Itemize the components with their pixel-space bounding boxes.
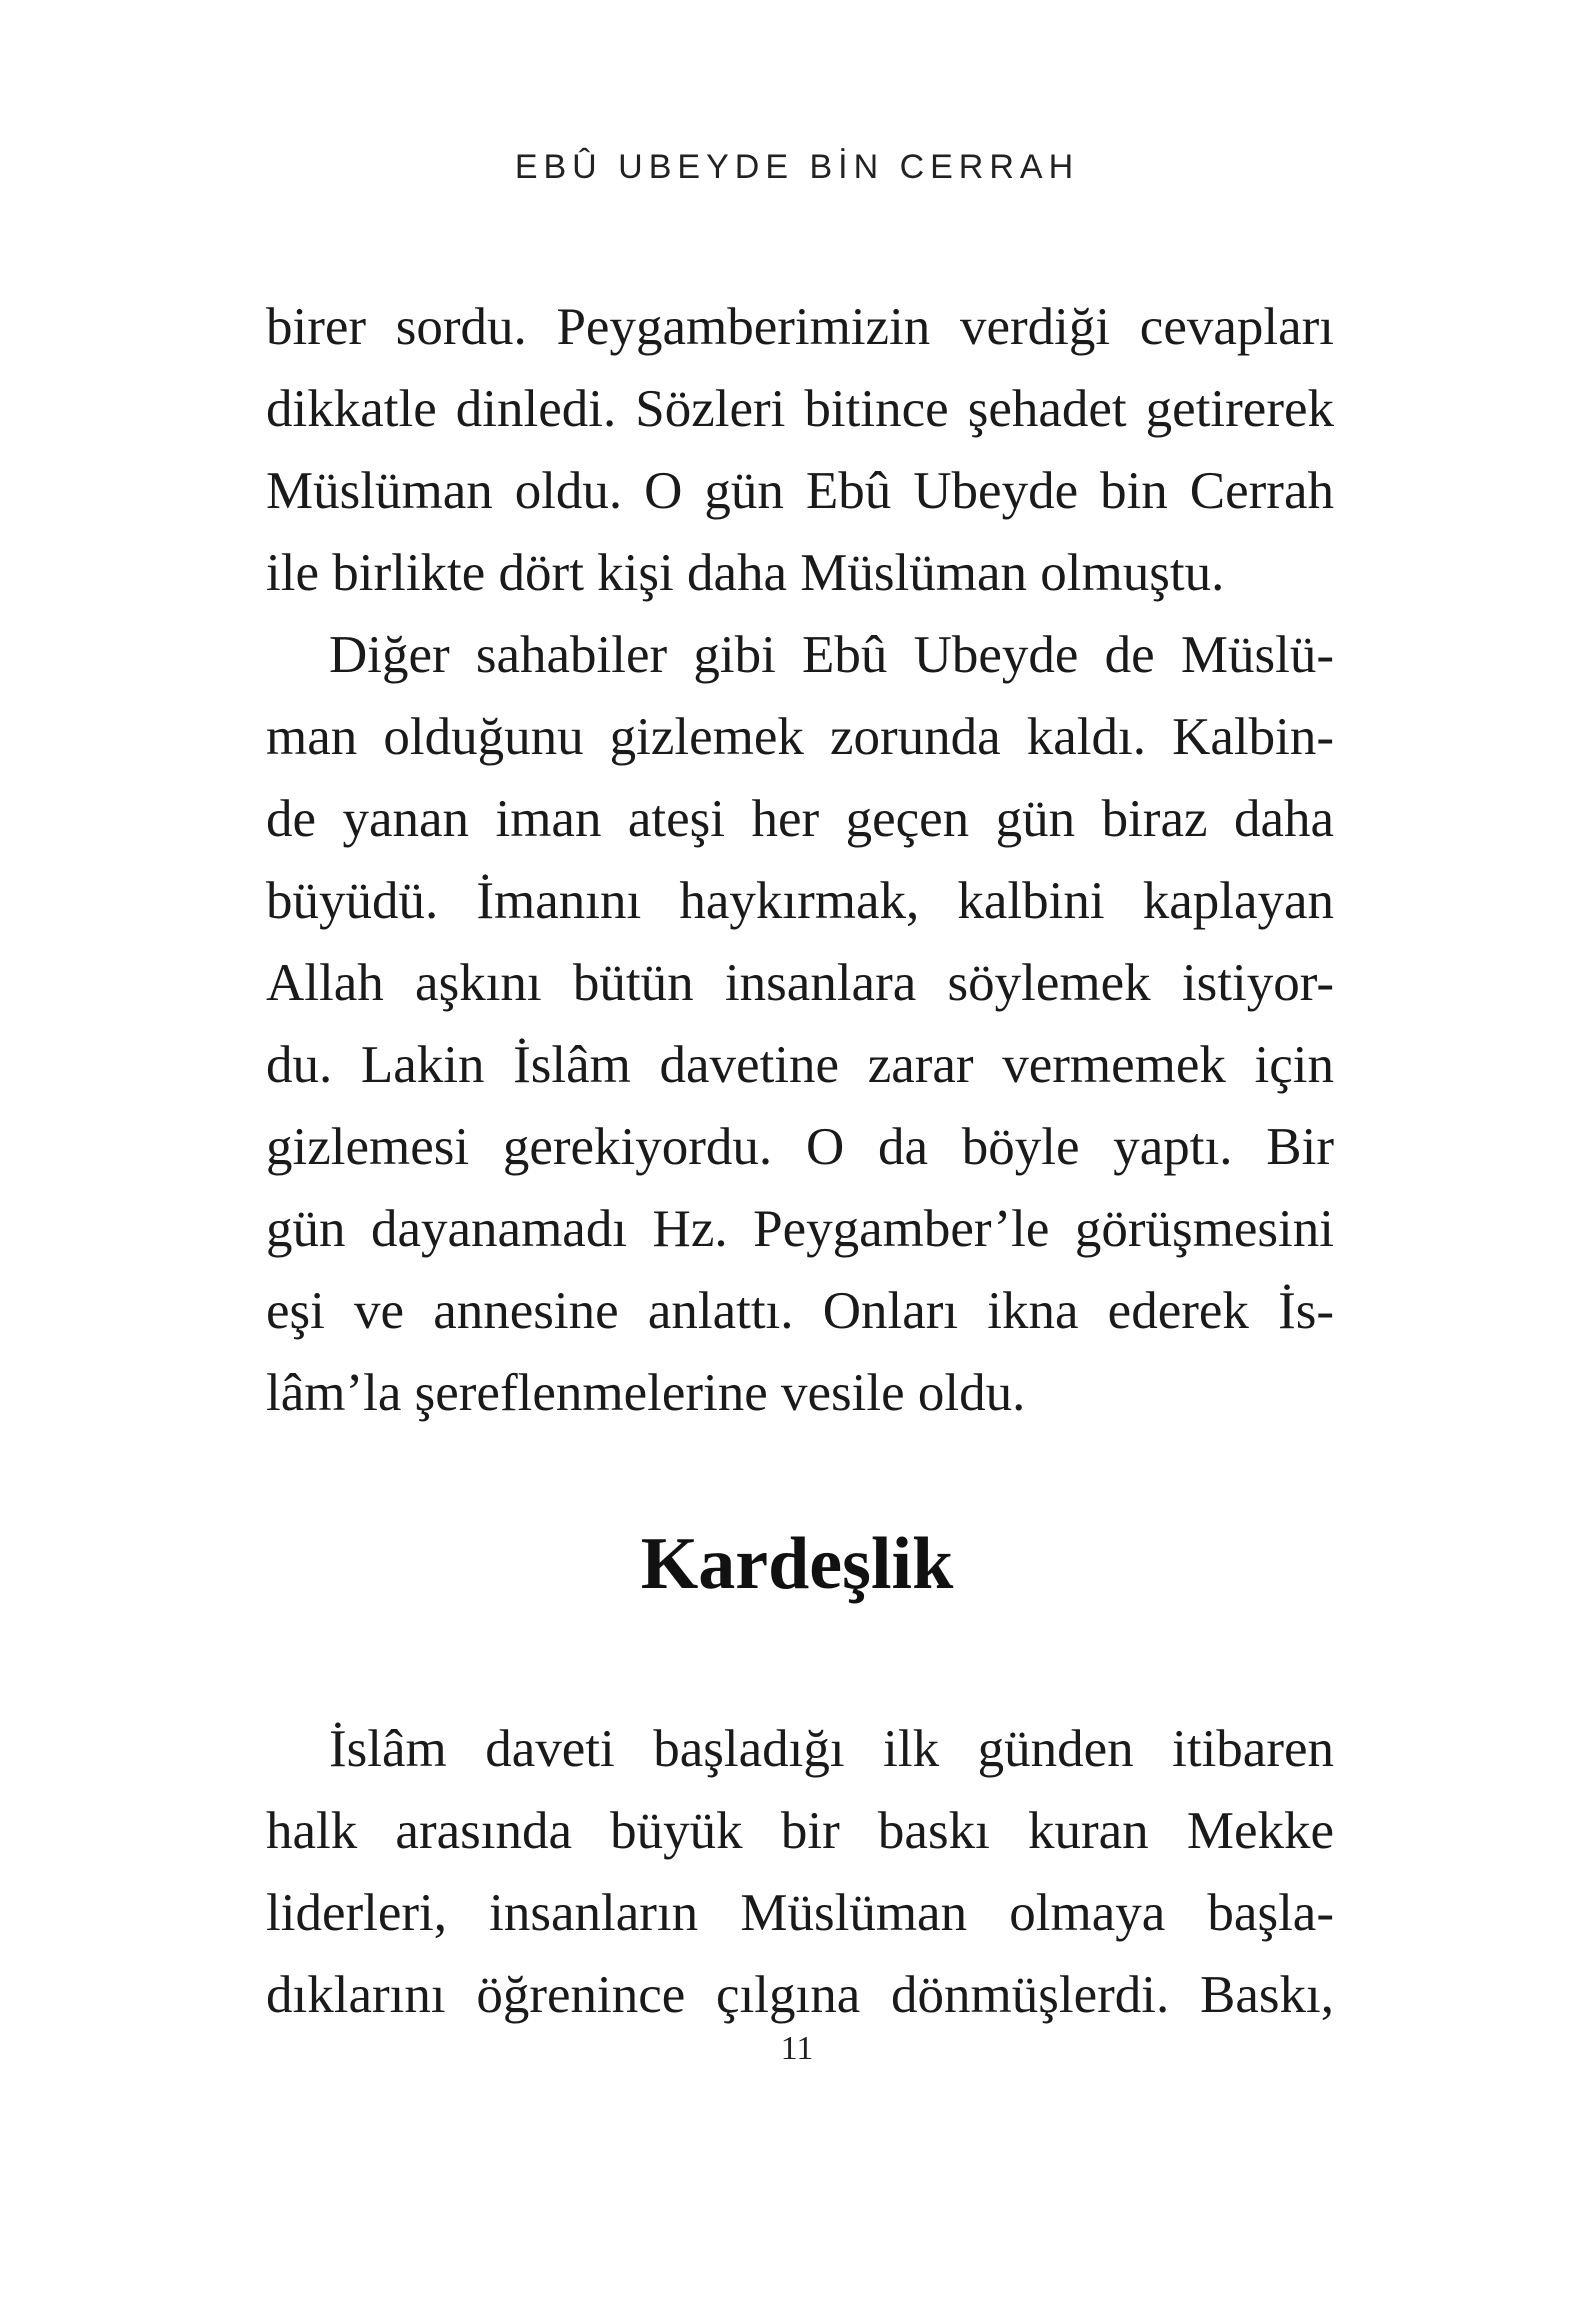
- paragraph: [266, 1708, 1334, 2036]
- text-line: ile birlikte dört kişi daha Müslüman olmuştu.: [266, 544, 1225, 602]
- text-line: de yanan iman ateşi her geçen gün biraz daha: [266, 790, 1334, 848]
- paragraph: [266, 614, 1334, 1434]
- text-line: lâm’la şereflenmelerine vesile oldu.: [266, 1364, 1026, 1422]
- paragraph: [266, 286, 1334, 614]
- text-line: liderleri, insanların Müslüman olmaya başla-: [266, 1884, 1334, 1942]
- text-line: birer sordu. Peygamberimizin verdiği cevapları: [266, 298, 1334, 356]
- text-line: Allah aşkını bütün insanlara söylemek istiyor-: [266, 954, 1334, 1012]
- text-line: Müslüman oldu. O gün Ebû Ubeyde bin Cerrah: [266, 462, 1334, 520]
- text-line: gizlemesi gerekiyordu. O da böyle yaptı. Bir: [266, 1118, 1334, 1176]
- text-line: Diğer sahabiler gibi Ebû Ubeyde de Müslü-: [329, 626, 1334, 684]
- text-line: büyüdü. İmanını haykırmak, kalbini kaplayan: [266, 872, 1334, 930]
- section-heading: Kardeşlik: [640, 1523, 954, 1605]
- text-line: du. Lakin İslâm davetine zarar vermemek için: [266, 1036, 1334, 1094]
- text-line: gün dayanamadı Hz. Peygamber’le görüşmesini: [266, 1200, 1334, 1258]
- running-head: EBÛ UBEYDE BİN CERRAH: [514, 148, 1080, 186]
- text-line: İslâm daveti başladığı ilk günden itibaren: [329, 1720, 1334, 1778]
- text-line: dıklarını öğrenince çılgına dönmüşlerdi. Baskı,: [266, 1966, 1334, 2024]
- text-line: halk arasında büyük bir baskı kuran Mekke: [266, 1802, 1334, 1860]
- text-line: eşi ve annesine anlattı. Onları ikna ederek İs-: [266, 1282, 1334, 1340]
- body-text-before-heading: [266, 286, 1334, 1434]
- page-number: 11: [780, 2030, 814, 2067]
- text-line: dikkatle dinledi. Sözleri bitince şehadet getirerek: [266, 380, 1334, 438]
- body-text-after-heading: [266, 1708, 1334, 2036]
- text-line: man olduğunu gizlemek zorunda kaldı. Kalbin-: [266, 708, 1334, 766]
